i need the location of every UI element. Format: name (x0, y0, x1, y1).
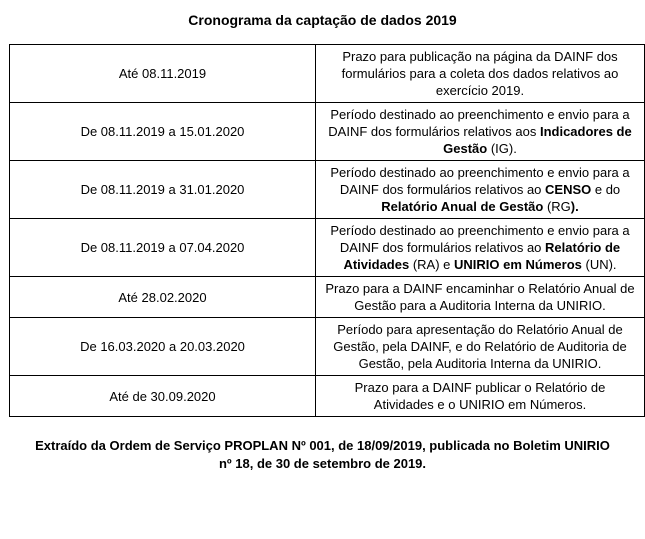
description-bold-segment: Relatório Anual de Gestão (381, 199, 544, 214)
description-segment: Período destinado ao preenchimento e envio para a DAINF dos formulários relativos ao (330, 165, 630, 197)
table-row (10, 318, 645, 376)
description-cell (316, 376, 645, 417)
period-cell: Até 28.02.2020 (10, 277, 316, 318)
description-cell (316, 45, 645, 103)
description-segment: Prazo para a DAINF encaminhar o Relatório Anual de Gestão para a Auditoria Interna da UNIRIO. (325, 281, 635, 313)
table-row (10, 161, 645, 219)
description-segment: (RG (543, 199, 571, 214)
description-segment: Período destinado ao preenchimento e envio para a DAINF dos formulários relativos ao (330, 223, 630, 255)
schedule-table (9, 44, 645, 417)
description-bold-segment: UNIRIO em Números (454, 257, 582, 272)
period-cell: Até 08.11.2019 (10, 45, 316, 103)
source-note: Extraído da Ordem de Serviço PROPLAN Nº 001, de 18/09/2019, publicada no Boletim UNIRIO nº 18, de 30 de setembro de 2019. (35, 438, 610, 471)
description-segment: Período destinado ao preenchimento e envio para a DAINF dos formulários relativos aos (328, 107, 630, 139)
description-cell (316, 161, 645, 219)
period-cell: Até de 30.09.2020 (10, 376, 316, 417)
description-cell (316, 318, 645, 376)
table-row (10, 45, 645, 103)
description-cell (316, 219, 645, 277)
page-title: Cronograma da captação de dados 2019 (188, 12, 457, 28)
period-cell: De 08.11.2019 a 31.01.2020 (10, 161, 316, 219)
table-row (10, 277, 645, 318)
description-segment: (IG). (487, 141, 517, 156)
description-cell (316, 103, 645, 161)
description-bold-segment: CENSO (545, 182, 592, 197)
table-row (10, 376, 645, 417)
description-segment: Prazo para publicação na página da DAINF dos formulários para a coleta dos dados relativos ao exercício 2019. (341, 49, 619, 98)
description-segment: Período para apresentação do Relatório Anual de Gestão, pela DAINF, e do Relatório de Auditoria de Gestão, pela Auditoria Interna da UNIRIO. (333, 322, 627, 371)
description-segment: (RA) e (409, 257, 454, 272)
description-bold-segment: ). (570, 199, 579, 214)
schedule-table-body (10, 45, 645, 417)
description-cell (316, 277, 645, 318)
description-segment: Prazo para a DAINF publicar o Relatório de Atividades e o UNIRIO em Números. (354, 380, 606, 412)
table-row (10, 219, 645, 277)
description-segment: (UN). (581, 257, 617, 272)
description-segment: e do (591, 182, 621, 197)
period-cell: De 08.11.2019 a 15.01.2020 (10, 103, 316, 161)
table-row (10, 103, 645, 161)
period-cell: De 08.11.2019 a 07.04.2020 (10, 219, 316, 277)
description-bold-segment: Relatório de Atividades (343, 240, 621, 272)
period-cell: De 16.03.2020 a 20.03.2020 (10, 318, 316, 376)
description-bold-segment: Indicadores de Gestão (443, 124, 632, 156)
